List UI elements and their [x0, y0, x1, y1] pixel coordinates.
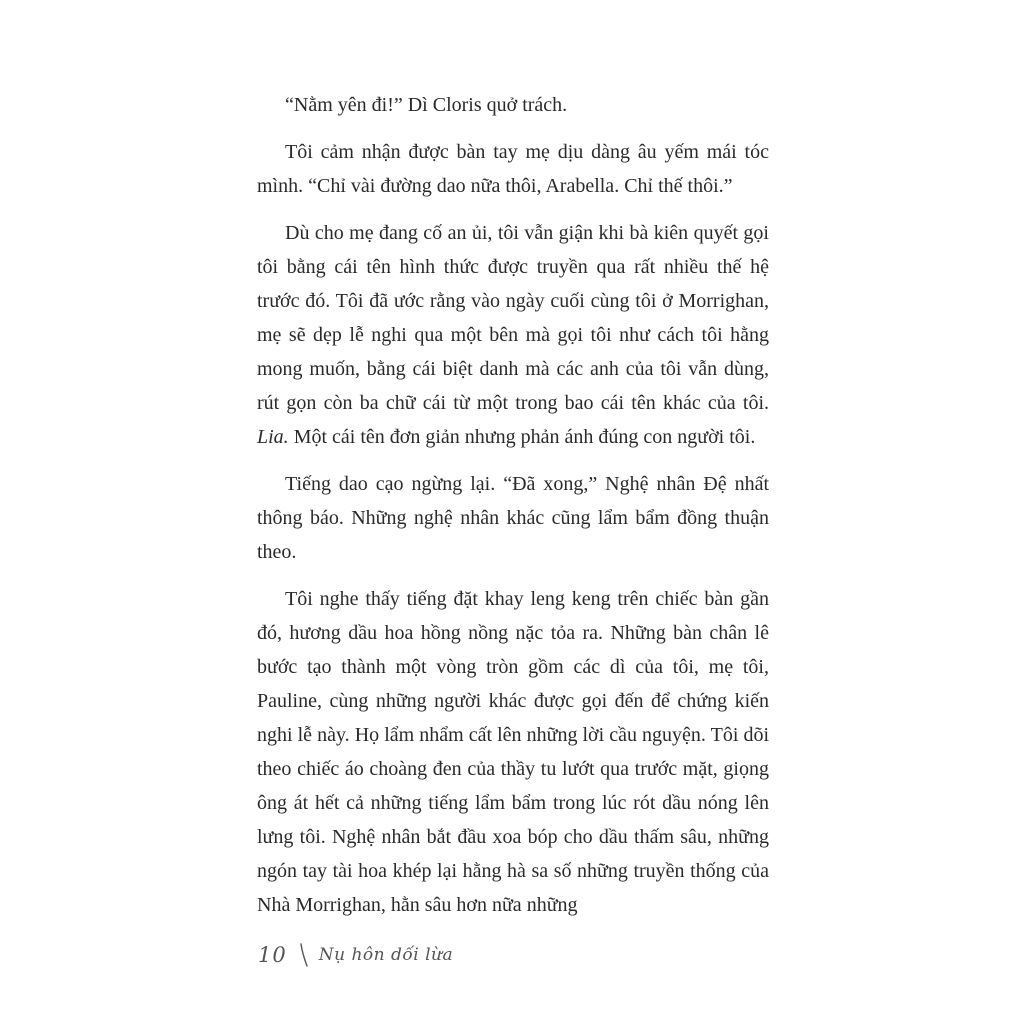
slash-separator-icon — [299, 942, 309, 968]
paragraph-1 — [257, 88, 769, 122]
body-text — [257, 88, 769, 935]
paragraph-text: Tiếng dao cạo ngừng lại. “Đã xong,” Nghệ nhân Đệ nhất thông báo. Những nghệ nhân khác cũng lẩm bẩm đồng thuận theo. — [257, 473, 769, 563]
page-footer — [258, 935, 453, 975]
paragraph-2 — [257, 135, 769, 203]
paragraph-text: Tôi cảm nhận được bàn tay mẹ dịu dàng âu yếm mái tóc mình. “Chỉ vài đường dao nữa thôi, Arabella. Chỉ thế thôi.” — [257, 141, 769, 197]
paragraph-text: Tôi nghe thấy tiếng đặt khay leng keng trên chiếc bàn gần đó, hương dầu hoa hồng nồng nặc tỏa ra. Những bàn chân lê bước tạo thành một vòng tròn gồm các dì của tôi, mẹ tôi, Pauline, cùng những người khác được gọi đến để chứng kiến nghi lễ này. Họ lẩm nhẩm cất lên những lời cầu nguyện. Tôi dõi theo chiếc áo choàng đen của thầy tu lướt qua trước mặt, giọng ông át hết cả những tiếng lẩm bẩm trong lúc rót dầu nóng lên lưng tôi. Nghệ nhân bắt đầu xoa bóp cho dầu thấm sâu, những ngón tay tài hoa khép lại hằng hà sa số những truyền thống của Nhà Morrighan, hằn sâu hơn nữa những — [257, 588, 769, 916]
italic-name: Lia. — [257, 426, 289, 448]
paragraph-text: Dù cho mẹ đang cố an ủi, tôi vẫn giận khi bà kiên quyết gọi tôi bằng cái tên hình thức được truyền qua rất nhiều thế hệ trước đó. Tôi đã ước rằng vào ngày cuối cùng tôi ở Morrighan, mẹ sẽ dẹp lễ nghi qua một bên mà gọi tôi như cách tôi hằng mong muốn, bằng cái biệt danh mà các anh của tôi vẫn dùng, rút gọn còn ba chữ cái từ một trong bao cái tên khác của tôi. — [257, 222, 769, 414]
paragraph-5 — [257, 582, 769, 922]
paragraph-3 — [257, 216, 769, 454]
paragraph-text-cont: Một cái tên đơn giản nhưng phản ánh đúng con người tôi. — [288, 426, 756, 448]
book-title: Nụ hôn dối lừa — [318, 945, 454, 965]
paragraph-text: “Nằm yên đi!” Dì Cloris quở trách. — [285, 94, 568, 116]
page-number: 10 — [258, 943, 287, 967]
paragraph-4 — [257, 467, 769, 569]
